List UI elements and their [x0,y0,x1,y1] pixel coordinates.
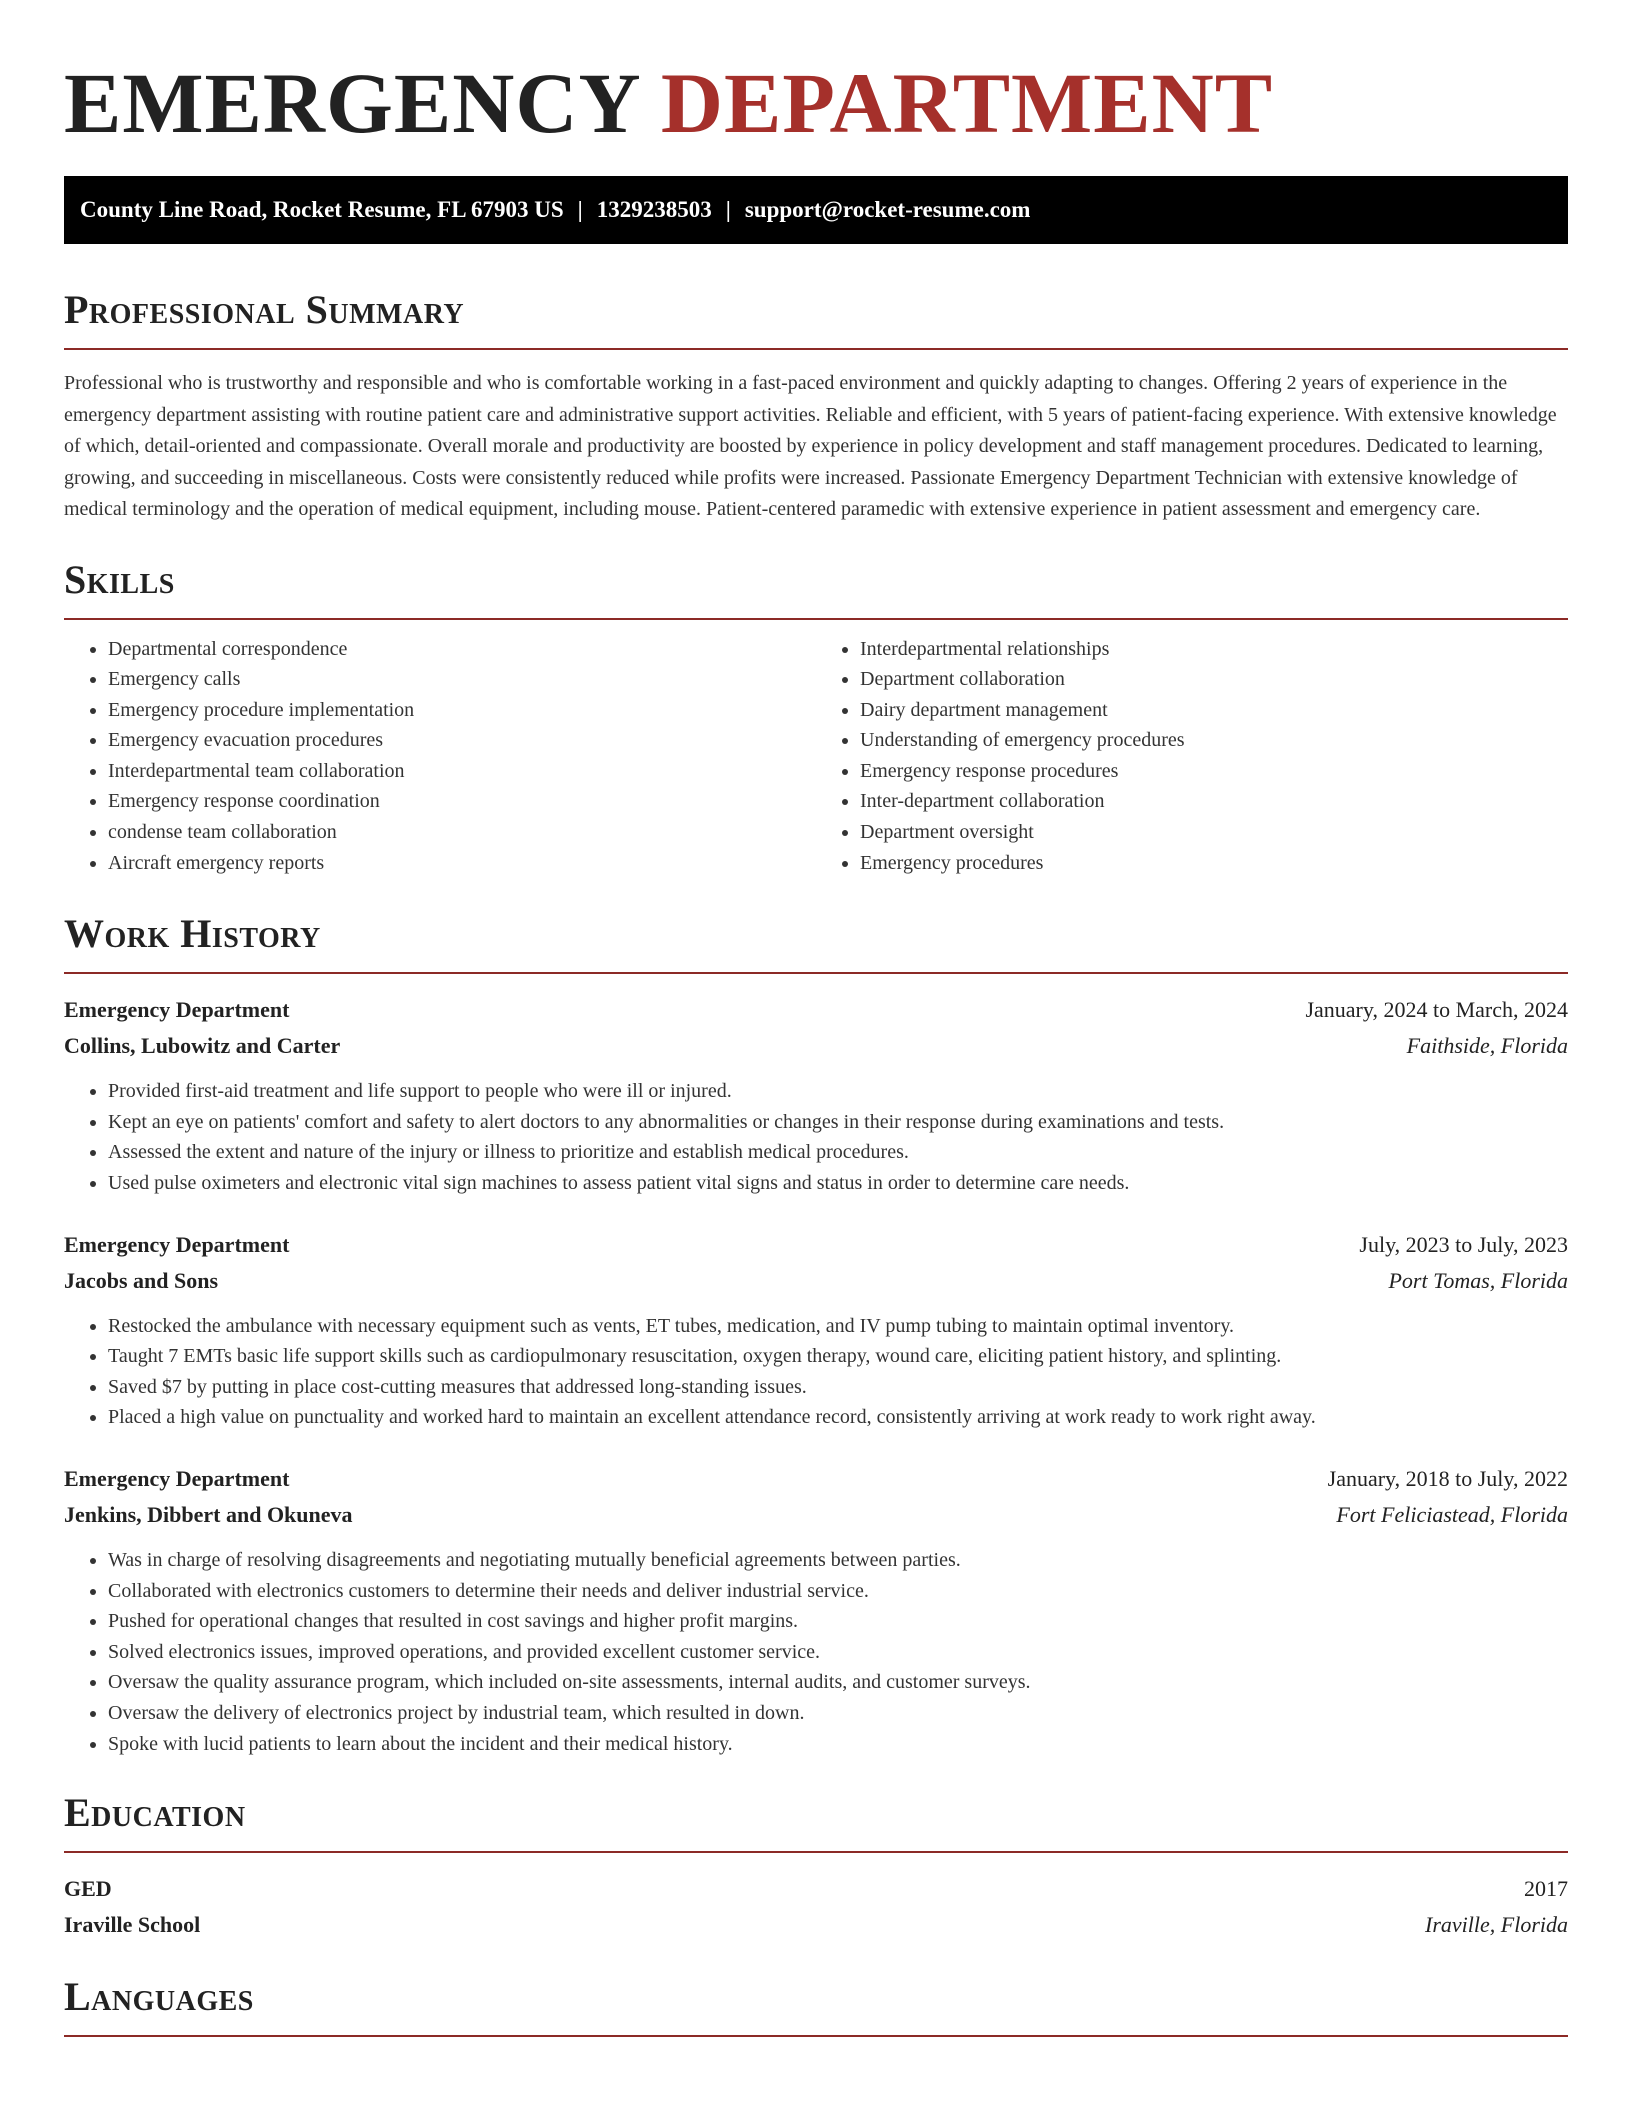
skill-item: • Emergency procedures [860,848,1568,879]
job-title: Emergency Department [64,1466,290,1491]
job-bullets [64,1076,1568,1198]
skill-item: • Interdepartmental team collaboration [108,756,816,787]
job-bullet: • Oversaw the delivery of electronics project by industrial team, which resulted in down. [108,1698,1568,1729]
skill-item: • Departmental correspondence [108,634,816,665]
skill-item: • Understanding of emergency procedures [860,725,1568,756]
job-dates: January, 2024 to March, 2024 [1305,997,1568,1023]
education-location: Iraville, Florida [1425,1912,1568,1938]
skills-columns [64,634,1568,879]
job-header-row [64,1461,1568,1497]
section-heading-skills: Skills [64,556,175,602]
skill-item: • Dairy department management [860,695,1568,726]
section-divider [64,1851,1568,1853]
job-title: Emergency Department [64,1231,290,1257]
section-heading-languages: Languages [64,1974,254,2020]
job-bullet: • Placed a high value on punctuality and worked hard to maintain an excellent attendance record, consistently arriving at work ready to work right away. [108,1402,1568,1433]
languages-section [64,1975,1568,2037]
job-header-row [64,1227,1568,1263]
contact-bar [64,176,1568,244]
job-company: Jenkins, Dibbert and Okuneva [64,1502,353,1527]
summary-section [64,288,1568,526]
skill-item: • Emergency evacuation procedures [108,725,816,756]
candidate-name [64,0,1568,151]
skill-item: • Emergency calls [108,664,816,695]
education-section [64,1791,1568,1943]
job-bullets [64,1545,1568,1759]
work-history-section [64,912,1568,1759]
job-bullet: • Pushed for operational changes that resulted in cost savings and higher profit margins. [108,1606,1568,1637]
skills-list-right [816,634,1568,879]
education-entry [64,1871,1568,1943]
job-company-row [64,1263,1568,1299]
skill-item: • Emergency response procedures [860,756,1568,787]
skill-item: • Aircraft emergency reports [108,848,816,879]
contact-address: County Line Road, Rocket Resume, FL 67903 US [80,197,564,222]
job-bullet: • Assessed the extent and nature of the injury or illness to prioritize and establish medical procedures. [108,1137,1568,1168]
job-bullet: • Kept an eye on patients' comfort and safety to alert doctors to any abnormalities or changes in their response during examinations and tests. [108,1107,1568,1138]
job-entry [64,1461,1568,1759]
job-bullet: • Restocked the ambulance with necessary equipment such as vents, ET tubes, medication, and IV pump tubing to maintain optimal inventory. [108,1311,1568,1342]
section-divider [64,972,1568,974]
section-divider [64,348,1568,350]
job-header-row [64,992,1568,1028]
job-bullet: • Taught 7 EMTs basic life support skills such as cardiopulmonary resuscitation, oxygen therapy, wound care, eliciting patient history, and splinting. [108,1341,1568,1372]
education-degree: GED [64,1876,112,1902]
job-dates: July, 2023 to July, 2023 [1359,1231,1568,1257]
section-heading-education: Education [64,1790,246,1836]
name-first: EMERGENCY [64,55,639,151]
job-company: Jacobs and Sons [64,1267,219,1293]
job-bullet: • Collaborated with electronics customers to determine their needs and deliver industrial service. [108,1576,1568,1607]
job-company-row [64,1028,1568,1064]
skill-item: • Department oversight [860,817,1568,848]
job-bullets [64,1311,1568,1433]
job-bullet: • Provided first-aid treatment and life support to people who were ill or injured. [108,1076,1568,1107]
contact-email: support@rocket-resume.com [744,197,1031,222]
job-entry [64,992,1568,1198]
job-bullet: • Solved electronics issues, improved operations, and provided excellent customer service. [108,1637,1568,1668]
education-school-row [64,1907,1568,1943]
section-divider [64,2035,1568,2037]
skill-item: • Department collaboration [860,664,1568,695]
education-school: Iraville School [64,1912,201,1938]
job-bullet: • Used pulse oximeters and electronic vital sign machines to assess patient vital signs and status in order to determine care needs. [108,1168,1568,1199]
skill-item: • Interdepartmental relationships [860,634,1568,665]
job-bullet: • Oversaw the quality assurance program, which included on-site assessments, internal audits, and customer surveys. [108,1667,1568,1698]
skill-item: • Emergency response coordination [108,786,816,817]
education-header-row [64,1871,1568,1907]
skill-item: • Emergency procedure implementation [108,695,816,726]
contact-separator: | [725,197,731,222]
job-location: Port Tomas, Florida [1388,1267,1568,1293]
skills-list-left [64,634,816,879]
skill-item: • Inter-department collaboration [860,786,1568,817]
section-heading-summary: Professional Summary [64,287,465,332]
education-year: 2017 [1524,1876,1568,1902]
contact-phone: 1329238503 [596,197,712,222]
job-bullet: • Saved $7 by putting in place cost-cutting measures that addressed long-standing issues. [108,1372,1568,1403]
job-location: Faithside, Florida [1406,1033,1568,1059]
job-title: Emergency Department [64,997,290,1023]
summary-text: Professional who is trustworthy and responsible and who is comfortable working in a fast-paced environment and quickly adapting to changes. Offering 2 years of experience in the emergency department assisting with routine patient care and administrative support activities. Reliable and efficient, with 5 years of patient-facing experience. With extensive knowledge of which, detail-oriented and compassionate. Overall morale and productivity are boosted by experience in policy development and staff management procedures. Dedicated to learning, growing, and succeeding in miscellaneous. Costs were consistently reduced while profits were increased. Passionate Emergency Department Technician with extensive knowledge of medical terminology and the operation of medical equipment, including mouse. Patient-centered paramedic with extensive experience in patient assessment and emergency care. [64,372,1557,520]
job-location: Fort Feliciastead, Florida [1336,1502,1568,1527]
job-dates: January, 2018 to July, 2022 [1327,1466,1568,1491]
name-last: DEPARTMENT [660,55,1274,151]
job-company: Collins, Lubowitz and Carter [64,1033,341,1059]
skill-item: • condense team collaboration [108,817,816,848]
job-bullet: • Spoke with lucid patients to learn about the incident and their medical history. [108,1729,1568,1760]
contact-separator: | [577,197,583,222]
job-bullet: • Was in charge of resolving disagreements and negotiating mutually beneficial agreements between parties. [108,1545,1568,1576]
section-heading-work-history: Work History [64,911,321,957]
section-divider [64,618,1568,620]
job-company-row [64,1497,1568,1533]
skills-section [64,558,1568,879]
job-entry [64,1227,1568,1433]
